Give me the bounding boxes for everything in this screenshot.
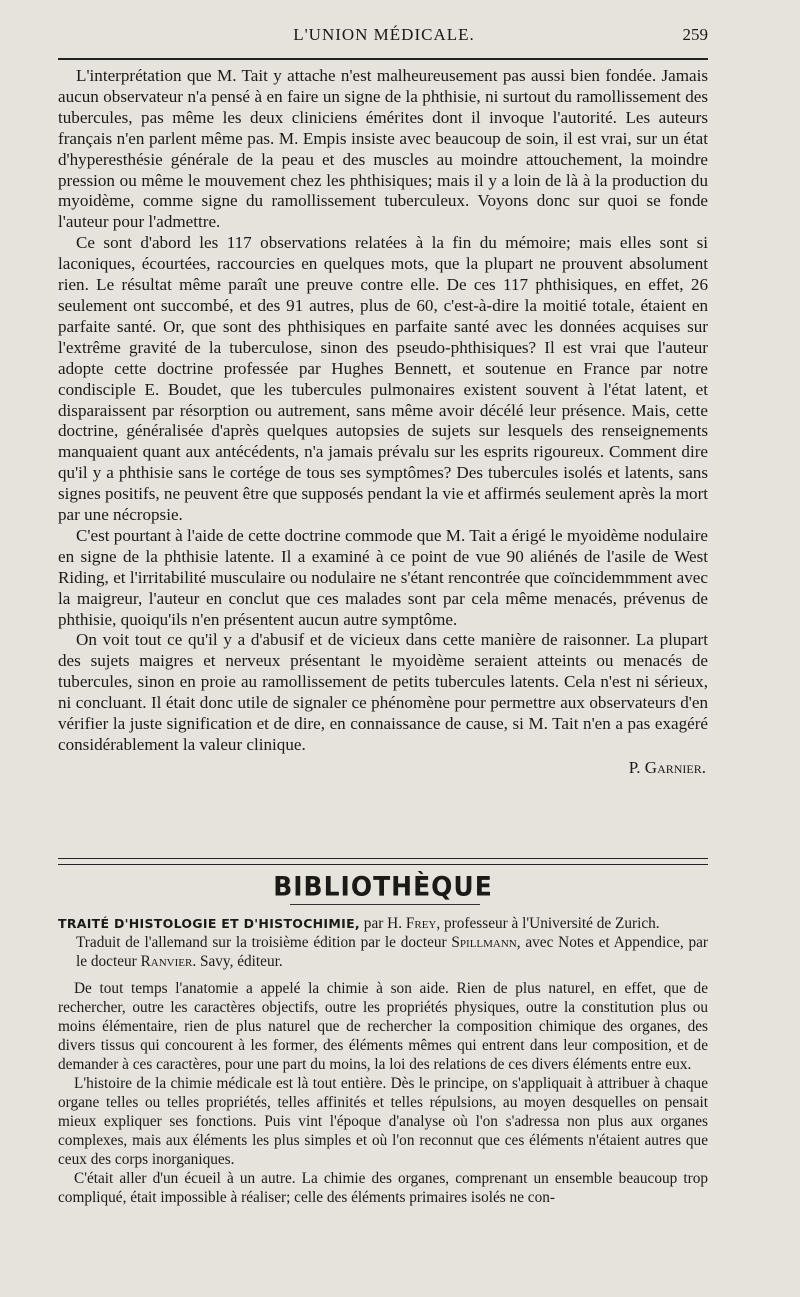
book-appendix-author: Ranvier [140,953,193,970]
section-divider [58,858,708,865]
author-signature: P. Garnier. [628,757,706,777]
book-review [58,914,708,1207]
article-paragraph: Ce sont d'abord les 117 observations relatées à la fin du mémoire; mais elles sont si laconiques, écourtées, raccourcies en quelques mots, que la plupart ne prouvent absolument rien. Le résultat même paraît une preuve contre elle. De ces 117 phthisiques, en effet, 26 seulement ont succombé, et des 91 autres, plus de 60, c'est-à-dire la moitié totale, étaient en parfaite santé. Or, que sont des phthisiques en parfaite santé avec les données acquises sur l'extrême gravité de la tuberculose, sinon des pseudo-phthisiques? Il est vrai que l'auteur adopte cette doctrine professée par Hughes Bennett, et soutenue en France par notre condisciple E. Boudet, que les tubercules pulmonaires existent souvent à l'état latent, et disparaissent par résorption ou autrement, sans même avoir décélé leur présence. Mais, cette doctrine, généralisée d'après quelques autopsies de sujets sur lesquels des renseignements manquaient quant aux antécédents, n'a jamais prévalu sur les esprits rigoureux. Comment dire qu'il y a phthisie sans le cortége de tous ses symptômes? Des tubercules isolés et latents, sans signes positifs, ne peuvent être que supposés pendant la vie et affirmés seulement après la mort par une nécropsie. [58,233,709,525]
book-translator: Spillmann [451,934,517,951]
article-paragraph: C'est pourtant à l'aide de cette doctrine commode que M. Tait a érigé le myoidème nodulaire en signe de la phthisie latente. Il a examiné à ce point de vue 90 aliénés de l'asile de West Riding, et l'irritabilité musculaire ou nodulaire ne s'étant rencontrée que coïncidemmment avec la maigreur, l'auteur en conclut que ces malades sont par cela même menacés, prévenus de phthisie, quoiqu'ils n'en présentent aucun autre symptôme. [58,525,708,629]
book-author-role: , professeur à l'Université de Zurich. [436,915,660,932]
heading-underline [290,904,480,905]
section-heading: BIBLIOTHÈQUE [273,871,493,902]
book-title: TRAITÉ D'HISTOLOGIE ET D'HISTOCHIMIE, [58,916,360,931]
article-body [58,66,708,779]
translation-text-1: Traduit de l'allemand sur la troisième édition par le docteur [76,934,452,951]
review-paragraph: L'histoire de la chimie médicale est là tout entière. Dès le principe, on s'appliquait à attribuer à chaque organe telles ou telles propriétés, telles affinités et telles répulsions, au moyen desquelles on pensait mieux expliquer ses fonctions. Puis vint l'époque d'analyse où l'on s'adressa non plus aux organes complexes, mais aux éléments les plus simples et où l'on reconnut que ces éléments n'étaient autres que ceux des corps inorganiques. [58,1075,708,1168]
book-publisher: . Savy, éditeur. [192,953,283,970]
page-header [60,25,708,49]
translation-text-2: , avec Notes et Appendice, par le docteur [76,934,708,970]
running-title: L'UNION MÉDICALE. [293,25,475,44]
book-translation [58,933,708,971]
book-by: par H. [359,915,406,932]
review-paragraph: C'était aller d'un écueil à un autre. La chimie des organes, comprenant un ensemble beaucoup trop compliqué, était impossible à réaliser; celle des éléments primaires isolés ne con- [58,1170,708,1206]
page-number: 259 [682,25,708,44]
review-paragraph: De tout temps l'anatomie a appelé la chimie à son aide. Rien de plus naturel, en effet, que de rechercher, outre les caractères objectifs, outre les propriétés physiques, outre la constitution plus ou moins élémentaire, rien de plus naturel que de rechercher la composition chimique des organes, des divers tissus qui concourent à les former, des éléments mêmes qui entrent dans leur composition, et de demander à ces caractères, pour une part du moins, la loi des relations de ces divers éléments entre eux. [58,980,708,1073]
article-paragraph: On voit tout ce qu'il y a d'abusif et de vicieux dans cette manière de raisonner. La plupart des sujets maigres et nerveux présentant le myoidème seraient atteints ou menacés de tubercules, sinon en proie au ramollissement de petits tubercules latents. Cela n'est ni sérieux, ni concluant. Il était donc utile de signaler ce phénomène pour permettre aux observateurs d'en vérifier la juste signification et de dire, en connaissance de cause, si M. Tait n'en a pas exagéré considérablement la valeur clinique. [58,630,708,754]
book-entry [58,914,708,971]
book-author: Frey [405,915,437,932]
article-paragraph: L'interprétation que M. Tait y attache n'est malheureusement pas aussi bien fondée. Jamais aucun observateur n'a pensé à en faire un signe de la phthisie, ni surtout du ramollissement des tubercules, pas même les deux cliniciens émérites dont il invoque l'autorité. Les auteurs français n'en parlent même pas. M. Empis insiste avec beaucoup de soin, il est vrai, sur un état d'hyperesthésie générale de la peau et des muscles au moindre attouchement, la moindre pression ou même le mouvement chez les phthisiques; mais il y a loin de là à la production du myoidème, comme signe du ramollissement tuberculeux. Voyons donc sur quoi se fonde l'auteur pour l'admettre. [58,66,708,232]
header-rule [58,58,708,60]
